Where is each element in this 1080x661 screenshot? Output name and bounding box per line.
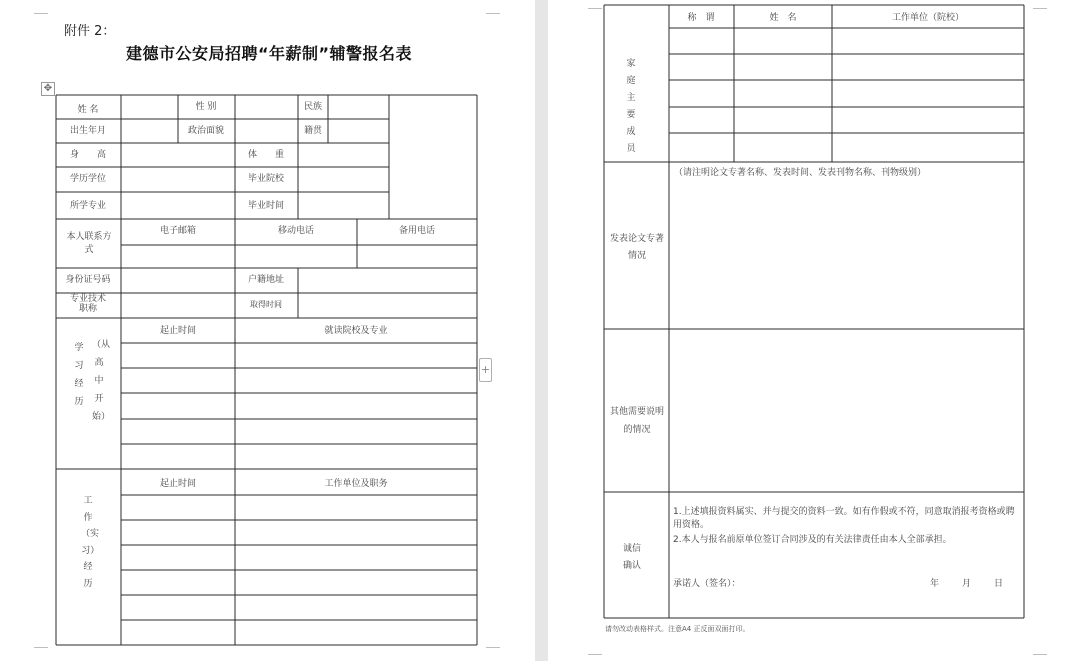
- mobile-label: 移动电话: [277, 226, 315, 236]
- height-label: 身 高: [69, 150, 107, 160]
- family-col-workplace: 工作单位（院校）: [891, 13, 965, 23]
- native-place-label: 籍贯: [303, 126, 323, 136]
- family-col-name: 姓 名: [769, 13, 797, 23]
- papers-hint: （请注明论文专著名称、发表时间、发表刊物名称、刊物级别）: [674, 168, 927, 178]
- print-note: 请勿改动表格样式。注意A4 正反面双面打印。: [605, 625, 750, 633]
- weight-label: 体 重: [247, 150, 285, 160]
- backup-phone-label: 备用电话: [398, 226, 436, 236]
- other-section-label: 其他需要说明的情况: [610, 407, 665, 435]
- form-page-back: [548, 0, 1080, 661]
- study-section-label-a: 学习经历: [74, 343, 84, 407]
- pledge-line-2: 2.本人与报名前原单位签订合同涉及的有关法律责任由本人全部承担。: [673, 535, 952, 545]
- table-move-handle-icon[interactable]: ✥: [41, 82, 55, 96]
- work-section-label: 工作（实习）经历: [81, 496, 100, 589]
- gender-label: 性 别: [195, 102, 217, 112]
- signer-label: 承诺人（签名）：: [673, 579, 741, 589]
- study-section-label-b: （从高中开始）: [92, 340, 111, 422]
- contact-label: 本人联系方式: [66, 232, 112, 255]
- family-section-label: 家庭主要成员: [626, 59, 636, 154]
- school-label: 毕业院校: [247, 174, 285, 184]
- study-school-header: 就读院校及专业: [324, 326, 388, 336]
- major-label: 所学专业: [69, 201, 107, 211]
- obtain-time-label: 取得时间: [250, 300, 282, 309]
- study-period-header: 起止时间: [159, 326, 197, 336]
- name-label: 姓 名: [77, 105, 99, 115]
- form-title: 建德市公安局招聘“年薪制”辅警报名表: [126, 44, 413, 63]
- date-day-label: 日: [994, 579, 1004, 589]
- education-label: 学历学位: [69, 174, 107, 184]
- work-unit-header: 工作单位及职务: [324, 479, 388, 489]
- attachment-label: 附件 2：: [64, 24, 116, 39]
- professional-title-label: 专业技术职称: [69, 294, 106, 314]
- pledge-section-label: 诚信确认: [622, 544, 641, 571]
- work-period-header: 起止时间: [159, 479, 197, 489]
- politics-label: 政治面貌: [187, 126, 225, 136]
- birth-label: 出生年月: [69, 126, 107, 136]
- date-year-label: 年: [930, 579, 940, 589]
- papers-section-label: 发表论文专著情况: [610, 234, 665, 261]
- form-page-front: [0, 0, 535, 661]
- household-label: 户籍地址: [247, 275, 285, 285]
- ethnicity-label: 民族: [303, 102, 323, 112]
- family-col-relation: 称 谓: [687, 13, 715, 23]
- add-column-icon[interactable]: +: [479, 358, 492, 382]
- date-month-label: 月: [962, 579, 972, 589]
- id-number-label: 身份证号码: [65, 275, 111, 285]
- grad-time-label: 毕业时间: [247, 201, 285, 211]
- email-label: 电子邮箱: [159, 226, 197, 236]
- pledge-line-1: 1.上述填报资料属实、并与提交的资料一致。如有作假或不符，同意取消报考资格或聘用资格。: [673, 507, 1015, 530]
